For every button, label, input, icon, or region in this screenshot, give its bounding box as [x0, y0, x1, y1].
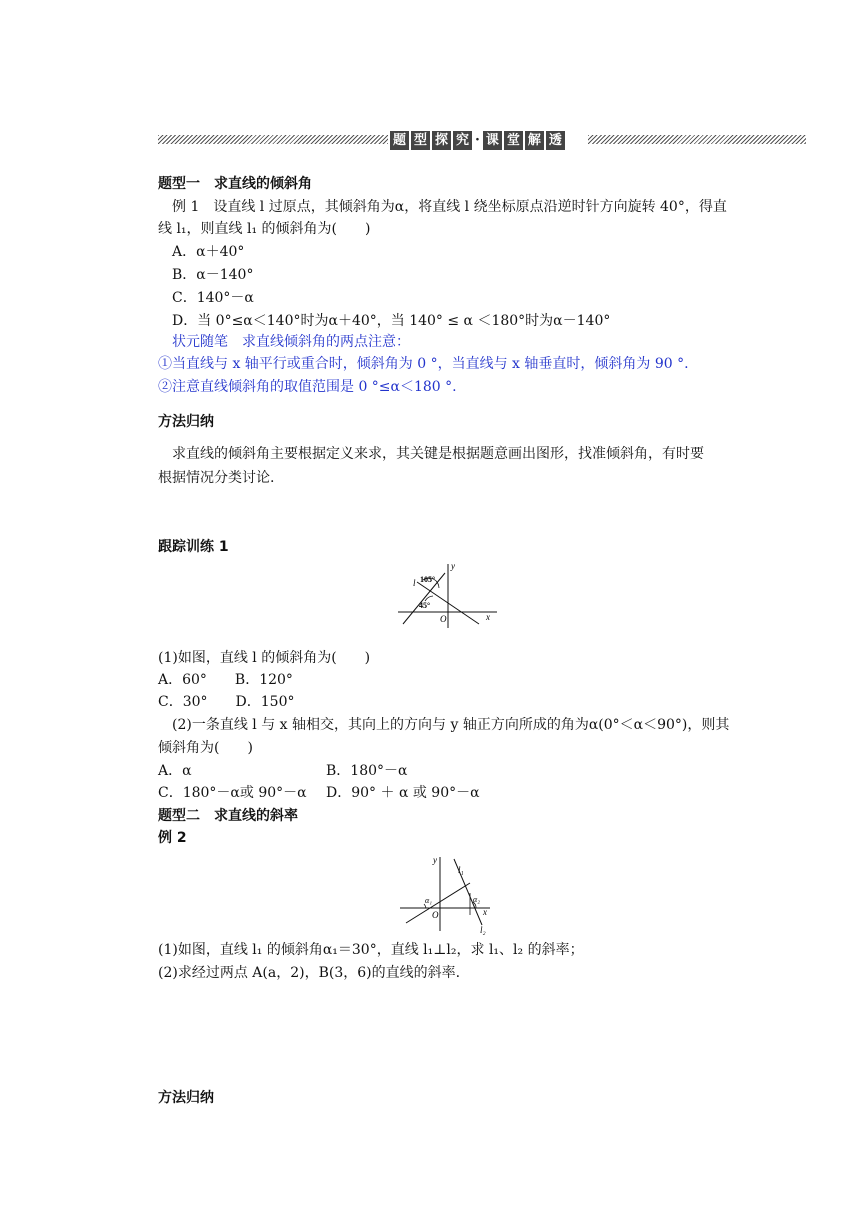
- banner-hatch-right: [588, 135, 806, 144]
- example-1-stem: 例 1 设直线 l 过原点，其倾斜角为α，将直线 l 绕坐标原点沿逆时针方向旋转 40°，得直: [172, 199, 727, 215]
- banner-char: 究: [453, 131, 472, 150]
- banner-char: 透: [546, 131, 565, 150]
- example-1-option-a: A．α＋40°: [172, 244, 245, 260]
- method-paragraph: 求直线的倾斜角主要根据定义来求，其关键是根据题意画出图形，找准倾斜角，有时要: [172, 446, 704, 462]
- banner-char: 堂: [504, 131, 523, 150]
- practice-q2-option-c: C．180°－α或 90°－α: [158, 785, 307, 801]
- fig1-l-label: l: [413, 578, 416, 588]
- example-1-option-d: D．当 0°≤α＜140°时为α＋40°，当 140° ≤ α ＜180°时为α－140°: [172, 313, 611, 329]
- example-1-option-c: C．140°－α: [172, 290, 254, 306]
- practice-q2-option-b: B．180°－α: [326, 763, 408, 779]
- fig2-l2-label: l₂: [480, 925, 486, 935]
- banner-char: 解: [525, 131, 544, 150]
- banner-char: 型: [411, 131, 430, 150]
- tip-title: 状元随笔 求直线倾斜角的两点注意：: [172, 334, 410, 350]
- section-title-1: 题型一 求直线的倾斜角: [158, 176, 312, 192]
- method-title-2: 方法归纳: [158, 1090, 214, 1106]
- practice-q2: (2)一条直线 l 与 x 轴相交，其向上的方向与 y 轴正方向所成的角为α(0°＜α＜90°)，则其: [172, 717, 730, 733]
- fig2-alpha2-label: α₂: [473, 895, 480, 904]
- figure-lines-l1-l2: [396, 853, 496, 935]
- practice-q2-cont: 倾斜角为( ): [158, 740, 253, 756]
- practice-q2-option-a: A．α: [158, 763, 192, 779]
- figure-line-l: [393, 560, 503, 630]
- fig1-angle-45: 45°: [419, 601, 431, 610]
- practice-q1: (1)如图，直线 l 的倾斜角为( ): [158, 650, 371, 666]
- section-title-2: 题型二 求直线的斜率: [158, 808, 298, 824]
- fig2-l1-label: l₁: [458, 865, 464, 875]
- section-banner: [158, 130, 806, 150]
- banner-dot: ·: [475, 132, 480, 148]
- example-1-option-b: B．α－140°: [172, 267, 254, 283]
- method-paragraph-cont: 根据情况分类讨论.: [158, 470, 275, 486]
- practice-q1-options-ab: A．60° B．120°: [158, 672, 293, 688]
- example-2-title: 例 2: [158, 830, 187, 846]
- fig2-origin-label: O: [432, 910, 439, 920]
- banner-title: [390, 130, 565, 150]
- fig2-alpha1-label: α₁: [425, 896, 432, 905]
- example-2-q2: (2)求经过两点 A(a，2)，B(3，6)的直线的斜率.: [158, 965, 461, 981]
- tip-line-1: ①当直线与 x 轴平行或重合时，倾斜角为 0 °，当直线与 x 轴垂直时，倾斜角为 90 °.: [158, 356, 689, 372]
- banner-char: 课: [483, 131, 502, 150]
- practice-q2-option-d: D．90° ＋ α 或 90°－α: [326, 785, 480, 801]
- example-1-stem-cont: 线 l₁，则直线 l₁ 的倾斜角为( ): [158, 221, 371, 237]
- banner-char: 探: [432, 131, 451, 150]
- fig1-x-label: x: [486, 612, 490, 622]
- method-title-1: 方法归纳: [158, 414, 214, 430]
- tip-line-2: ②注意直线倾斜角的取值范围是 0 °≤α＜180 °.: [158, 379, 457, 395]
- fig2-x-label: x: [483, 907, 487, 917]
- banner-hatch-left: [158, 135, 388, 144]
- fig2-y-label: y: [433, 855, 437, 865]
- practice-title: 跟踪训练 1: [158, 539, 229, 555]
- example-2-q1: (1)如图，直线 l₁ 的倾斜角α₁＝30°，直线 l₁⊥l₂，求 l₁、l₂ 的斜率；: [158, 942, 584, 958]
- practice-q1-options-cd: C．30° D．150°: [158, 694, 295, 710]
- fig1-y-label: y: [451, 561, 455, 571]
- banner-char: 题: [390, 131, 409, 150]
- fig1-origin-label: O: [440, 614, 447, 624]
- fig1-angle-105: 105°: [420, 575, 436, 584]
